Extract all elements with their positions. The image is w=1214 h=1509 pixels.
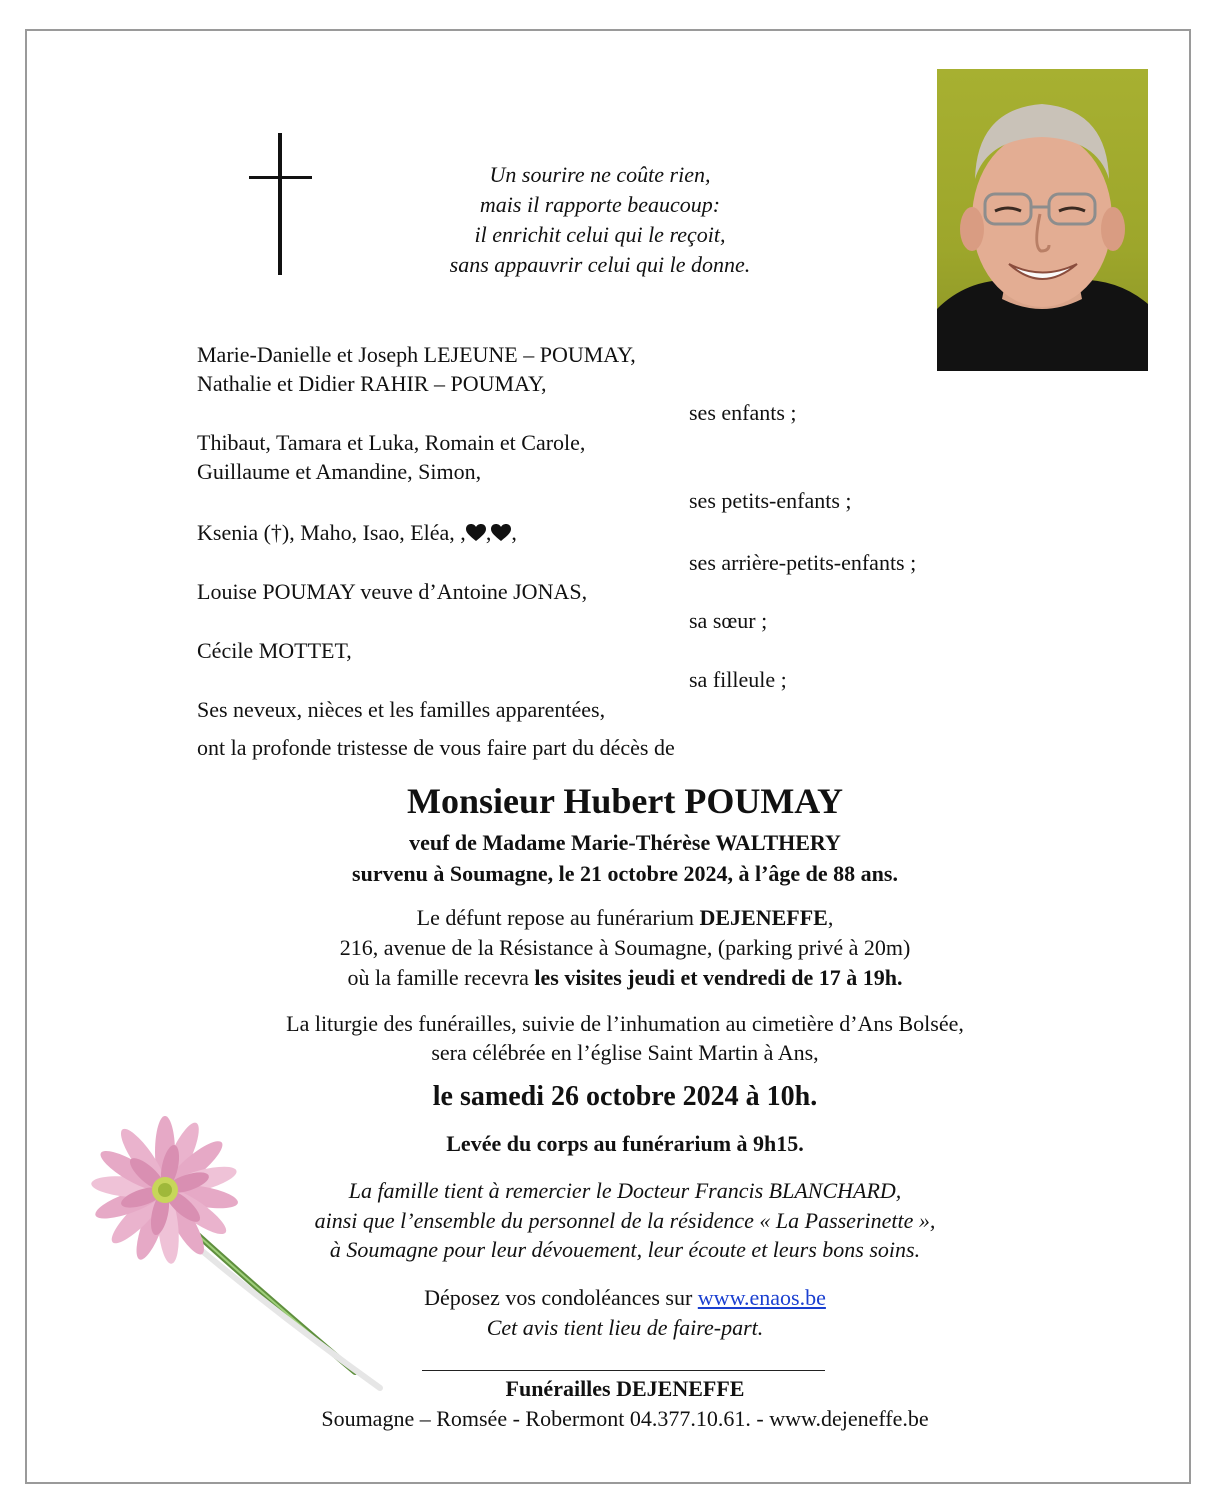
funeral-home-name: DEJENEFFE [699, 905, 828, 930]
faire-part-note: Cet avis tient lieu de faire-part. [486, 1315, 764, 1340]
funeral-date: le samedi 26 octobre 2024 à 10h. [432, 1081, 818, 1112]
funeral-company: Funérailles DEJENEFFE [505, 1376, 745, 1401]
funeral-company-contact: Soumagne – Romsée - Robermont 04.377.10.61. - www.dejeneffe.be [321, 1406, 929, 1431]
thanks-line-2: ainsi que l’ensemble du personnel de la résidence « La Passerinette », [314, 1208, 936, 1233]
visitation-line-3 [120, 963, 1130, 993]
condolences-text: Déposez vos condoléances sur [424, 1285, 693, 1310]
grandchildren-line-2: Guillaume et Amandine, Simon, [197, 459, 482, 484]
visitation-address: 216, avenue de la Résistance à Soumagne, (parking privé à 20m) [339, 935, 911, 960]
visiting-hours: les visites jeudi et vendredi de 17 à 19h. [534, 965, 903, 990]
children-role: ses enfants ; [689, 400, 797, 425]
visitation-line-1 [120, 903, 1130, 933]
thanks-line-3: à Soumagne pour leur dévouement, leur écoute et leurs bons soins. [329, 1237, 921, 1262]
grandchildren-role: ses petits-enfants ; [689, 488, 852, 513]
funeral-line-1: La liturgie des funérailles, suivie de l’inhumation au cimetière d’Ans Bolsée, [286, 1011, 964, 1036]
relatives: Ses neveux, nièces et les familles apparentées, [197, 697, 606, 722]
levee-du-corps: Levée du corps au funérarium à 9h15. [446, 1131, 804, 1156]
children-line-1: Marie-Danielle et Joseph LEJEUNE – POUMAY, [197, 342, 636, 367]
visitation-comma: , [827, 905, 834, 930]
visitation-text: Le défunt repose au funérarium [416, 905, 694, 930]
great-grandchildren-separator: , [485, 520, 492, 545]
widower-line: veuf de Madame Marie-Thérèse WALTHERY [409, 830, 841, 855]
children-line-2: Nathalie et Didier RAHIR – POUMAY, [197, 371, 547, 396]
great-grandchildren-names: Ksenia (†), Maho, Isao, Eléa, , [197, 520, 466, 545]
quote-line: il enrichit celui qui le reçoit, [474, 222, 726, 247]
quote-line: sans appauvrir celui qui le donne. [449, 252, 751, 277]
sister: Louise POUMAY veuve d’Antoine JONAS, [197, 579, 588, 604]
quote [380, 160, 820, 280]
divider [422, 1370, 825, 1371]
funeral-line-2: sera célébrée en l’église Saint Martin à Ans, [431, 1040, 819, 1065]
condolences-link[interactable]: www.enaos.be [697, 1285, 826, 1310]
flower-image [55, 1110, 385, 1400]
deceased-name: Monsieur Hubert POUMAY [407, 781, 843, 821]
great-grandchildren-role: ses arrière-petits-enfants ; [689, 550, 917, 575]
thanks-line-1: La famille tient à remercier le Docteur Francis BLANCHARD, [348, 1178, 902, 1203]
announcement: ont la profonde tristesse de vous faire part du décès de [197, 735, 675, 760]
quote-line: Un sourire ne coûte rien, [489, 162, 711, 187]
great-grandchildren-end: , [511, 520, 517, 545]
sister-role: sa sœur ; [689, 608, 768, 633]
portrait-photo [937, 69, 1148, 371]
heart-icon [466, 524, 486, 542]
death-line: survenu à Soumagne, le 21 octobre 2024, à l’âge de 88 ans. [352, 861, 898, 886]
grandchildren-line-1: Thibaut, Tamara et Luka, Romain et Carole, [197, 430, 586, 455]
great-grandchildren-line [197, 518, 517, 548]
goddaughter: Cécile MOTTET, [197, 638, 352, 663]
quote-line: mais il rapporte beaucoup: [479, 192, 721, 217]
visitation-text: où la famille recevra [347, 965, 529, 990]
goddaughter-role: sa filleule ; [689, 667, 787, 692]
heart-icon [491, 524, 511, 542]
